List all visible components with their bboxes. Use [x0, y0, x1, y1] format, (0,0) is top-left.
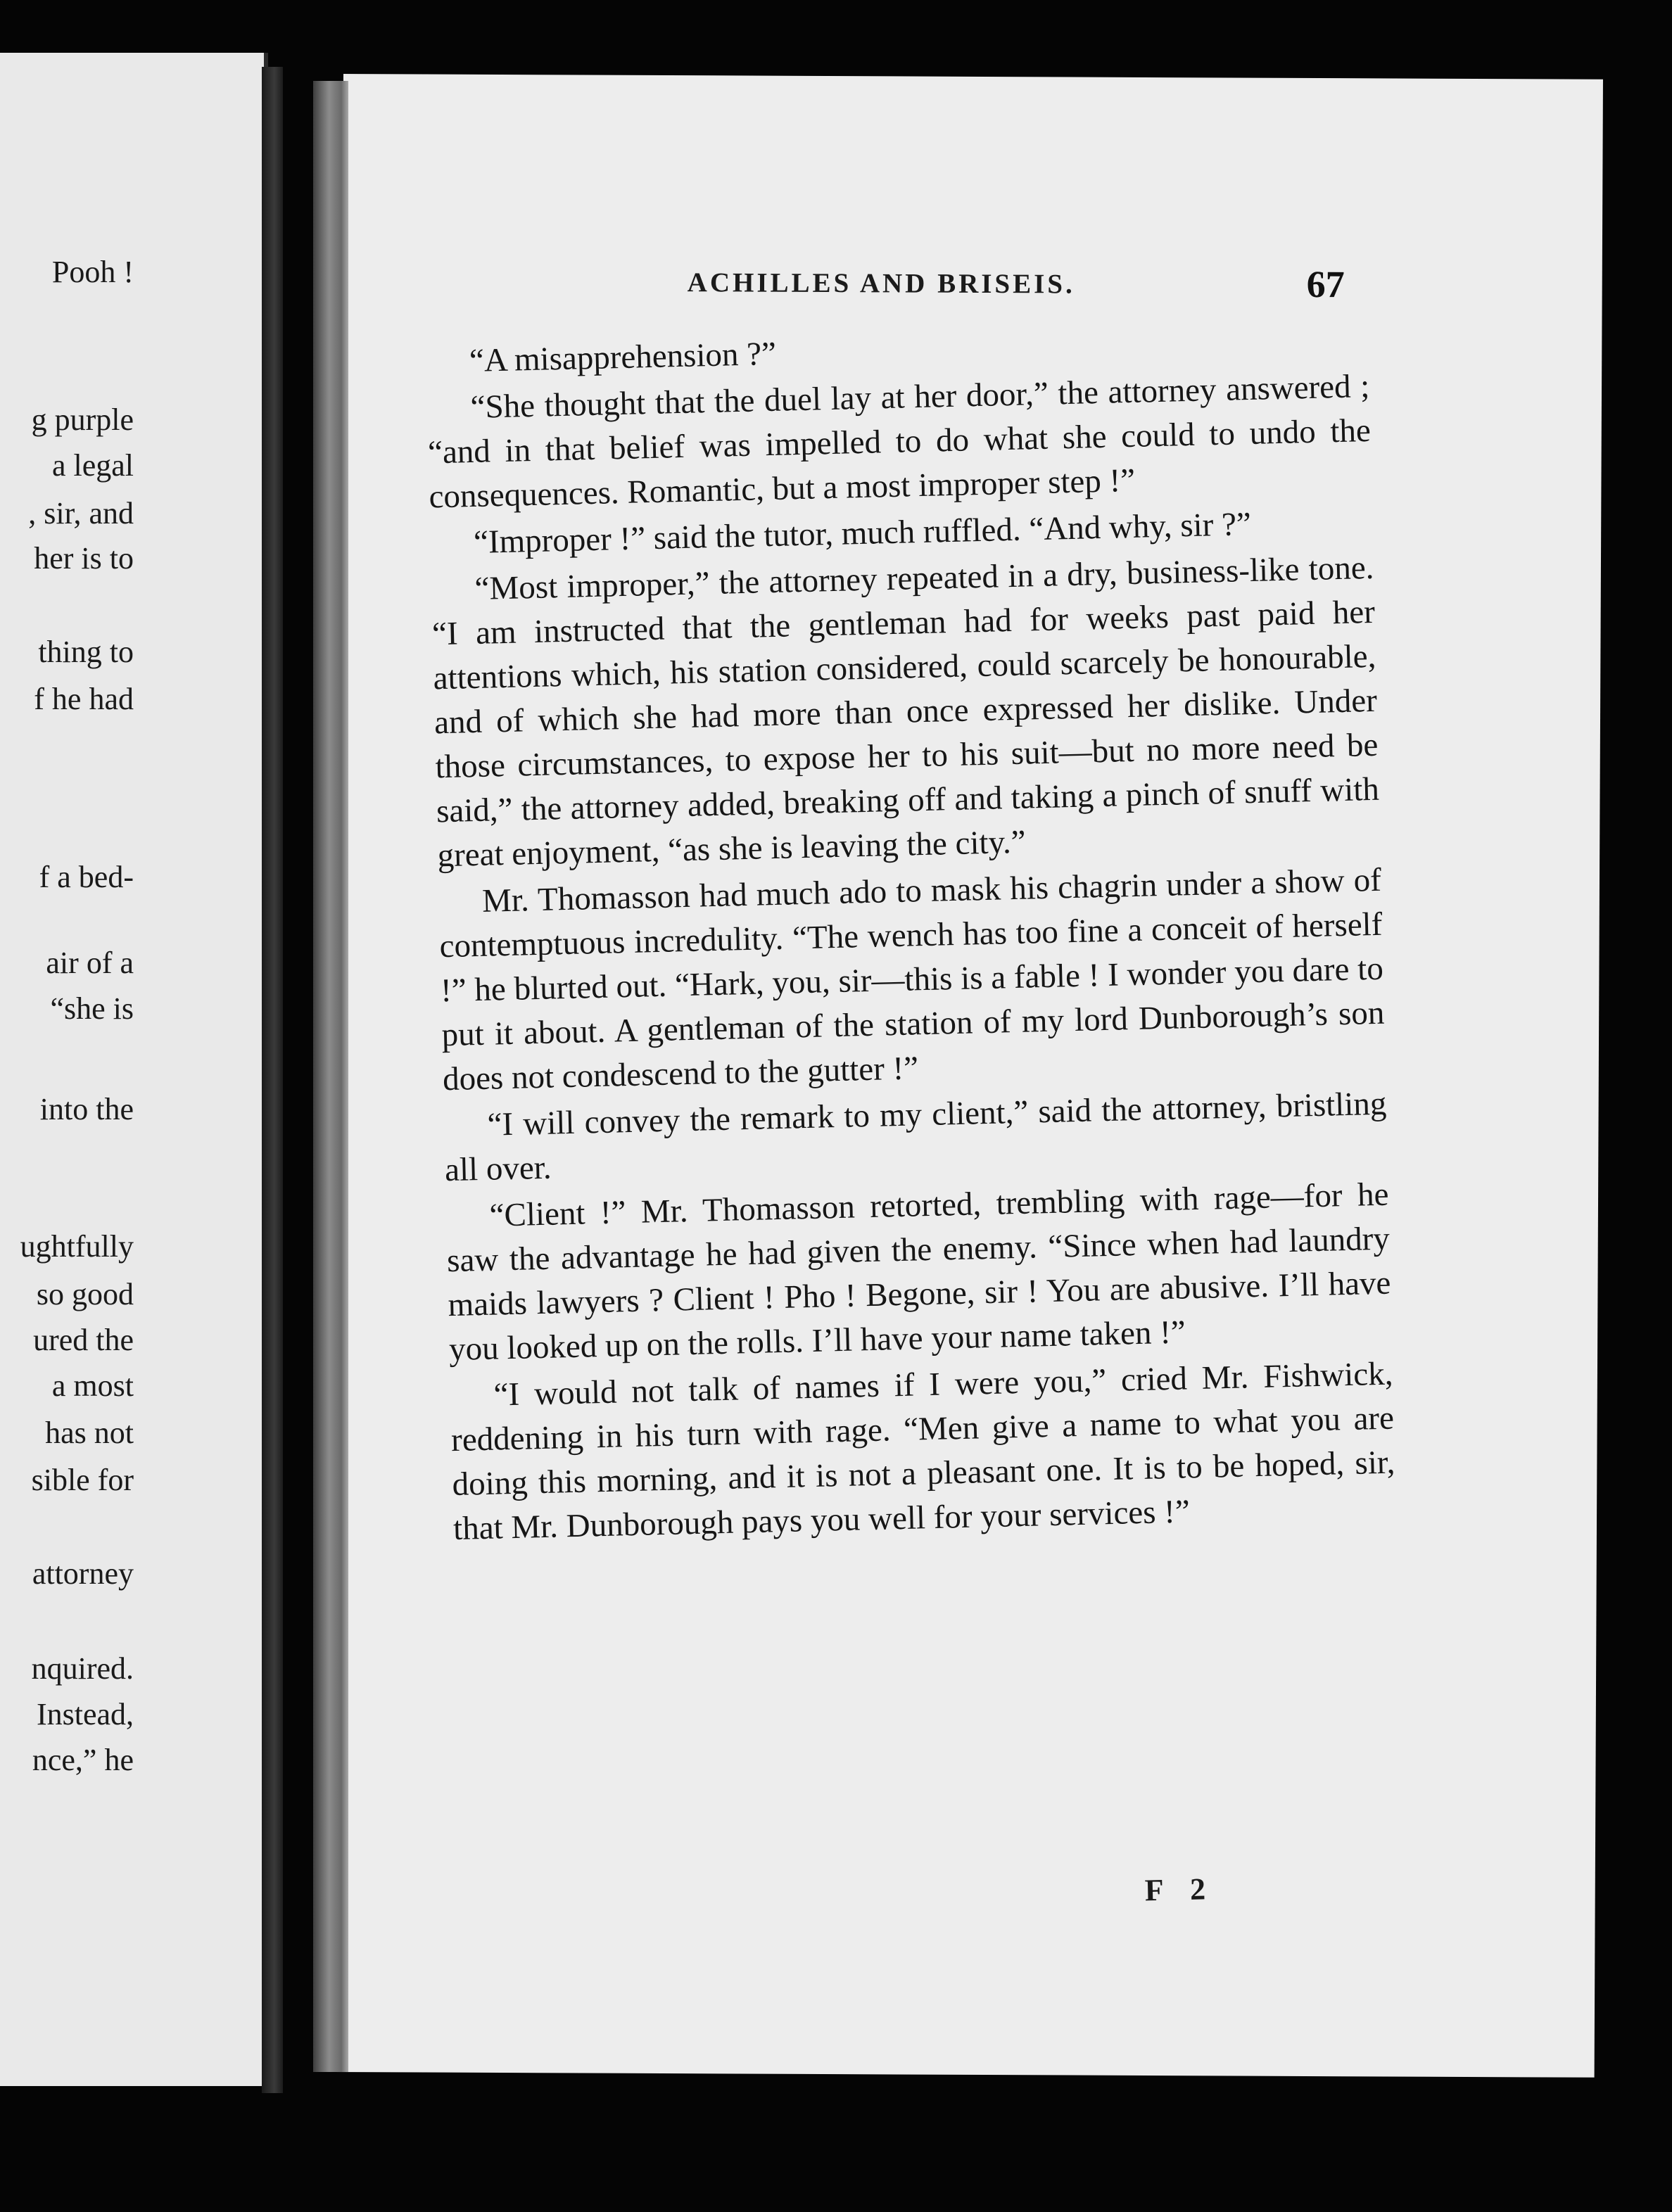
- paragraph: “I would not talk of names if I were you,” cried Mr. Fishwick, reddening in his turn with rage. “Men give a name to what you are doing this morning, and it is not a pleasant one. It is to be hoped, sir, that Mr. Dunborough pays you well for your services !”: [450, 1355, 1395, 1548]
- left-page-line: ured the: [33, 1323, 134, 1357]
- left-page-line: attorney: [32, 1556, 134, 1591]
- left-page-line: a most: [51, 1368, 134, 1403]
- left-page-line: ughtfully: [20, 1229, 134, 1264]
- body-text: [425, 318, 1396, 1553]
- paragraph: “Improper !” said the tutor, much ruffled. “And why, sir ?”: [473, 505, 1252, 561]
- left-page-line: air of a: [46, 946, 134, 980]
- left-page-line: Instead,: [36, 1697, 134, 1731]
- left-page-line: so good: [36, 1277, 134, 1311]
- running-head: ACHILLES AND BRISEIS.: [687, 267, 1075, 300]
- binding-strip: [313, 81, 348, 2072]
- left-facing-page: [0, 53, 268, 2086]
- left-page-line: has not: [45, 1416, 134, 1450]
- page-number: 67: [1306, 262, 1345, 306]
- left-page-line: g purple: [31, 402, 134, 437]
- left-page-line: sible for: [31, 1463, 134, 1497]
- paragraph: “Most improper,” the attorney repeated in a dry, business-like tone. “I am instructed that the gentleman had for weeks past paid her attentions which, his station considered, could scarcely be honourable, and of which she had more than once expressed her dislike. Under those circumstances, to expose her to his suit—but no more need be said,” the attorney added, breaking off and taking a pinch of snuff with great enjoyment, “as she is leaving the city.”: [431, 549, 1380, 875]
- right-page: [335, 74, 1603, 2078]
- left-page-line: f he had: [34, 682, 134, 716]
- paragraph: “I will convey the remark to my client,” said the attorney, bristling all over.: [444, 1085, 1387, 1189]
- left-page-text-fragments: [0, 53, 264, 2086]
- left-page-line: a legal: [51, 448, 134, 483]
- left-page-line: thing to: [38, 635, 134, 669]
- left-page-line: nquired.: [31, 1651, 134, 1686]
- signature-mark: F 2: [1144, 1871, 1216, 1908]
- left-page-line: “she is: [50, 991, 134, 1026]
- paragraph: “She thought that the duel lay at her door,” the attorney answered ; “and in that belief was impelled to do what she could to undo the consequences. Romantic, but a most improper step !”: [427, 367, 1372, 516]
- left-page-line: , sir, and: [28, 496, 134, 530]
- left-page-line: Pooh !: [51, 255, 134, 289]
- left-page-line: nce,” he: [32, 1743, 134, 1777]
- paragraph: Mr. Thomasson had much ado to mask his chagrin under a show of contemptuous incredulity. “The wench has too fine a conceit of herself !” he blurted out. “Hark, you, sir—this is a fable ! I wonder you dare to put it about. A gentleman of the station of my lord Dunborough’s son does not condescend to the gutter !”: [439, 861, 1385, 1098]
- paragraph: “Client !” Mr. Thomasson retorted, trembling with rage—for he saw the advantage he had given the enemy. “Since when had laundry maids lawyers ? Client ! Pho ! Begone, sir ! You are abusive. I’ll have you looked up on the rolls. I’ll have your name taken !”: [446, 1176, 1391, 1368]
- left-page-line: her is to: [34, 541, 134, 576]
- left-page-line: f a bed-: [39, 860, 134, 894]
- left-page-line: into the: [39, 1092, 134, 1126]
- paragraph: “A misapprehension ?”: [469, 335, 777, 380]
- gutter-shadow: [262, 67, 283, 2093]
